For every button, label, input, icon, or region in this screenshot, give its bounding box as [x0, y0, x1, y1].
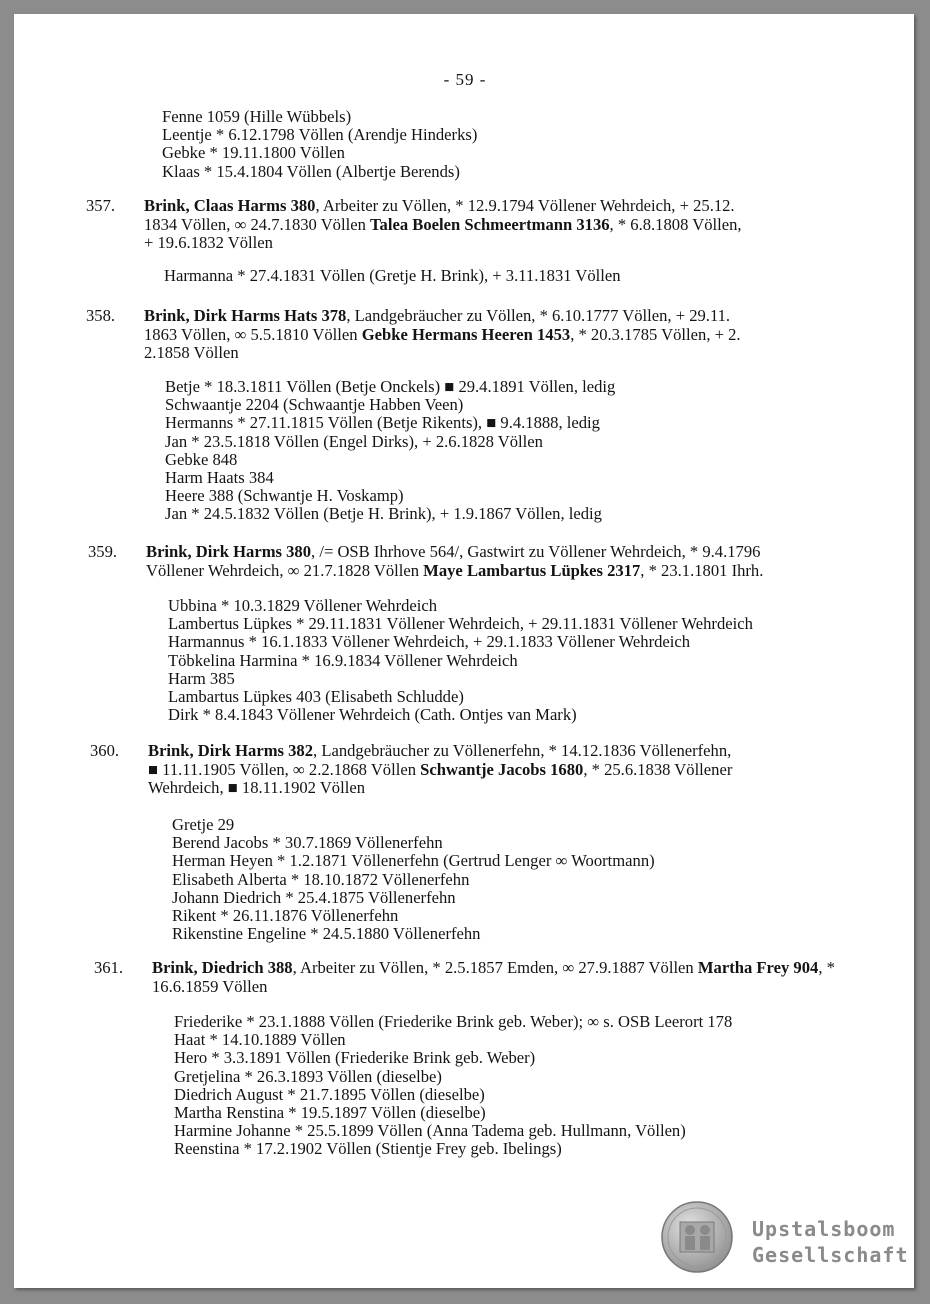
person-name: Brink, Dirk Harms Hats 378 — [144, 306, 347, 325]
list-item: Friederike * 23.1.1888 Völlen (Friederike Brink geb. Weber); ∞ s. OSB Leerort 178 — [174, 1012, 733, 1031]
spouse-name: Martha Frey 904 — [697, 958, 819, 977]
list-item: Hermanns * 27.11.1815 Völlen (Betje Rikents), ■ 9.4.1888, ledig — [165, 413, 600, 433]
children-359 — [168, 597, 753, 724]
seal-icon — [660, 1200, 734, 1274]
entry-359 — [88, 543, 846, 580]
list-item: Töbkelina Harmina * 16.9.1834 Völlener Wehrdeich — [168, 650, 518, 670]
list-item: Martha Renstina * 19.5.1897 Völlen (dieselbe) — [174, 1103, 486, 1123]
person-name: Brink, Diedrich 388 — [152, 958, 293, 977]
list-item: Jan * 23.5.1818 Völlen (Engel Dirks), + 2.6.1828 Völlen — [165, 431, 543, 451]
spouse-name: Gebke Hermans Heeren 1453 — [361, 324, 571, 344]
page-number: - 59 - — [443, 70, 487, 89]
entry-360 — [90, 742, 848, 798]
person-name: Brink, Dirk Harms 380 — [146, 542, 312, 561]
person-name: Brink, Dirk Harms 382 — [148, 741, 314, 760]
list-item: Harmine Johanne * 25.5.1899 Völlen (Anna Tadema geb. Hullmann, Völlen) — [174, 1121, 686, 1141]
entry-header: Brink, Claas Harms 380, Arbeiter zu Völlen, * 12.9.1794 Völlener Wehrdeich, + 25.12. 1834 Völlen, ∞ 24.7.1830 Völlen Talea Boelen Schmeertmann 3136, * 6.8.1808 Völlen, + 19.6.1832 Völlen — [144, 196, 742, 253]
list-item: Klaas * 15.4.1804 Völlen (Albertje Berends) — [162, 161, 460, 181]
list-item: Harm 385 — [168, 668, 235, 688]
list-item: Johann Diedrich * 25.4.1875 Völlenerfehn — [172, 887, 456, 907]
list-item: Haat * 14.10.1889 Völlen — [174, 1030, 346, 1050]
entry-361 — [94, 959, 852, 996]
list-item: Harmannus * 16.1.1833 Völlener Wehrdeich, + 29.1.1833 Völlener Wehrdeich — [168, 632, 691, 652]
children-361 — [174, 1013, 732, 1159]
list-item: Jan * 24.5.1832 Völlen (Betje H. Brink), + 1.9.1867 Völlen, ledig — [165, 504, 602, 524]
list-item: Harmanna * 27.4.1831 Völlen (Gretje H. Brink), + 3.11.1831 Völlen — [164, 266, 621, 285]
entry-number: 360. — [90, 741, 120, 760]
list-item: Berend Jacobs * 30.7.1869 Völlenerfehn — [172, 833, 443, 853]
list-item: Ubbina * 10.3.1829 Völlener Wehrdeich — [168, 596, 438, 615]
spouse-name: Schwantje Jacobs 1680 — [420, 759, 584, 779]
list-item: Rikenstine Engeline * 24.5.1880 Völlenerfehn — [172, 924, 481, 944]
entry-header: Brink, Dirk Harms Hats 378, Landgebräucher zu Völlen, * 6.10.1777 Völlen, + 29.11. 1863 Völlen, ∞ 5.5.1810 Völlen Gebke Hermans Heeren 1453, * 20.3.1785 Völlen, + 2. 2.1858 Völlen — [144, 306, 741, 363]
list-item: Rikent * 26.11.1876 Völlenerfehn — [172, 906, 399, 926]
person-name: Brink, Claas Harms 380 — [144, 196, 316, 215]
list-item: Reenstina * 17.2.1902 Völlen (Stientje Frey geb. Ibelings) — [174, 1139, 562, 1159]
children-360 — [172, 816, 655, 943]
list-item: Lambartus Lüpkes 403 (Elisabeth Schludde) — [168, 687, 464, 707]
top-children-list — [162, 108, 477, 181]
list-item: Herman Heyen * 1.2.1871 Völlenerfehn (Gertrud Lenger ∞ Woortmann) — [172, 851, 655, 871]
list-item: Schwaantje 2204 (Schwaantje Habben Veen) — [165, 395, 464, 415]
entry-358 — [86, 307, 844, 363]
entry-header: Brink, Dirk Harms 380, /= OSB Ihrhove 564/, Gastwirt zu Völlener Wehrdeich, * 9.4.1796 Völlener Wehrdeich, ∞ 21.7.1828 Völlen Maye Lambartus Lüpkes 2317, * 23.1.1801 Ihrh. — [146, 542, 764, 580]
entry-number: 359. — [88, 542, 118, 561]
logo-text: Upstalsboom Gesellschaft — [752, 1217, 909, 1267]
list-item: Betje * 18.3.1811 Völlen (Betje Onckels) ■ 29.4.1891 Völlen, ledig — [165, 377, 616, 396]
children-357 — [164, 267, 621, 285]
list-item: Leentje * 6.12.1798 Völlen (Arendje Hinderks) — [162, 125, 478, 145]
entry-number: 358. — [86, 306, 116, 325]
entry-number: 357. — [86, 196, 116, 215]
list-item: Heere 388 (Schwantje H. Voskamp) — [165, 486, 404, 506]
list-item: Gebke * 19.11.1800 Völlen — [162, 143, 345, 163]
list-item: Harm Haats 384 — [165, 468, 274, 488]
list-item: Fenne 1059 (Hille Wübbels) — [162, 107, 352, 126]
list-item: Elisabeth Alberta * 18.10.1872 Völlenerfehn — [172, 869, 470, 889]
spouse-name: Talea Boelen Schmeertmann 3136 — [370, 214, 610, 234]
children-358 — [165, 378, 615, 524]
list-item: Dirk * 8.4.1843 Völlener Wehrdeich (Cath. Ontjes van Mark) — [168, 705, 577, 725]
list-item: Gretje 29 — [172, 815, 235, 834]
entry-number: 361. — [94, 958, 124, 977]
upstalsboom-logo — [660, 1200, 909, 1276]
entry-header: Brink, Diedrich 388, Arbeiter zu Völlen, * 2.5.1857 Emden, ∞ 27.9.1887 Völlen Martha Frey 904, * 16.6.1859 Völlen — [152, 958, 835, 996]
list-item: Hero * 3.3.1891 Völlen (Friederike Brink geb. Weber) — [174, 1048, 536, 1068]
list-item: Lambertus Lüpkes * 29.11.1831 Völlener Wehrdeich, + 29.11.1831 Völlener Wehrdeich — [168, 614, 753, 634]
list-item: Diedrich August * 21.7.1895 Völlen (dieselbe) — [174, 1084, 485, 1104]
entry-357 — [86, 197, 844, 253]
spouse-name: Maye Lambartus Lüpkes 2317 — [423, 560, 641, 580]
list-item: Gretjelina * 26.3.1893 Völlen (dieselbe) — [174, 1066, 442, 1086]
entry-header: Brink, Dirk Harms 382, Landgebräucher zu Völlenerfehn, * 14.12.1836 Völlenerfehn, ■ 11.11.1905 Völlen, ∞ 2.2.1868 Völlen Schwantje Jacobs 1680, * 25.6.1838 Völlener Wehrdeich, ■ 18.11.1902 Völlen — [148, 741, 733, 798]
list-item: Gebke 848 — [165, 449, 238, 469]
